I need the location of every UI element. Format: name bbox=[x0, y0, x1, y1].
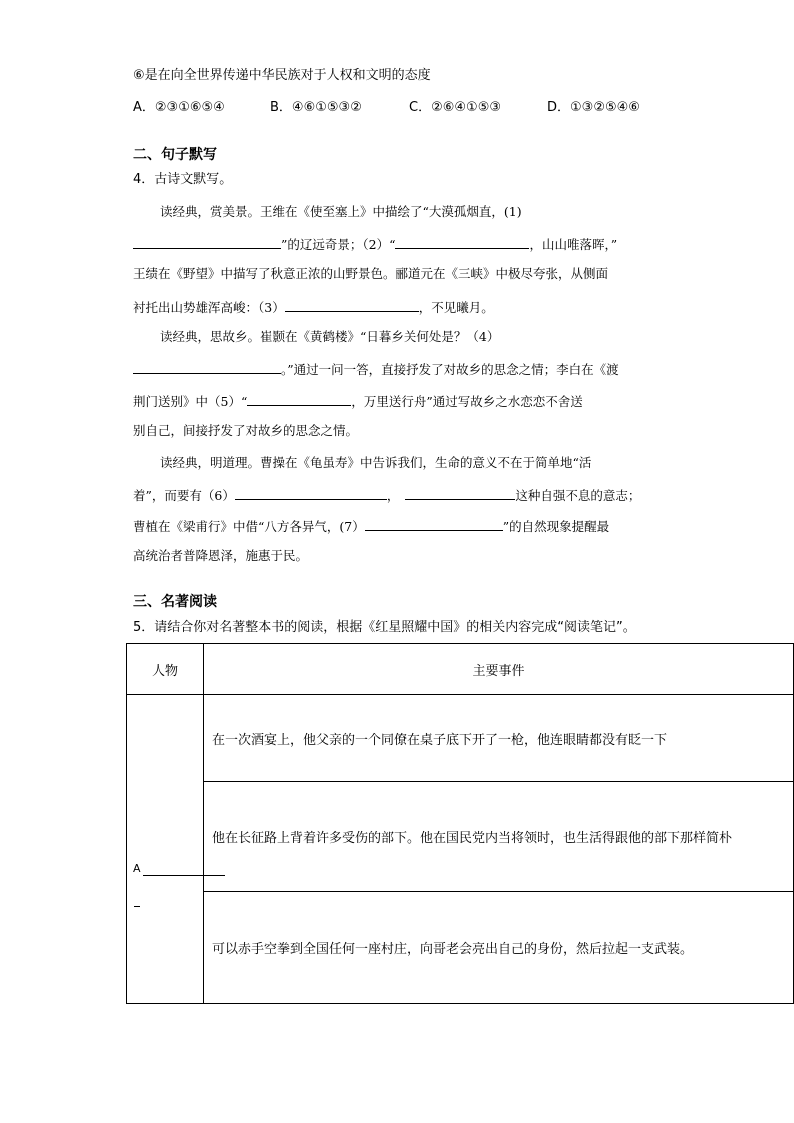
event-cell: 可以赤手空拳到全国任何一座村庄，向哥老会亮出自己的身份，然后拉起一支武装。 bbox=[204, 891, 794, 1003]
answer-blank-2[interactable] bbox=[395, 234, 529, 249]
paragraph-line: 王绩在《野望》中描写了秋意正浓的山野景色。郦道元在《三峡》中极尽夸张，从侧面 bbox=[133, 266, 609, 281]
paragraph-line: 读经典，赏美景。王维在《使至塞上》中描绘了“大漠孤烟直，(1) bbox=[160, 204, 522, 219]
answer-blank-5[interactable] bbox=[247, 391, 351, 406]
person-cell bbox=[127, 695, 204, 1004]
table-header-row bbox=[127, 644, 794, 695]
text-span: ，万里送行舟”通过写故乡之水恋恋不舍送 bbox=[351, 394, 583, 409]
text-span: 衬托出山势雄浑高峻：（3） bbox=[133, 300, 285, 315]
answer-blank-3[interactable] bbox=[285, 297, 419, 312]
text-span: 曹植在《梁甫行》中借“八方各异气，(7） bbox=[133, 519, 365, 534]
paragraph-line bbox=[133, 485, 640, 505]
answer-blank-6a[interactable] bbox=[235, 485, 387, 500]
q3-option-b bbox=[270, 99, 362, 117]
person-label: A bbox=[133, 862, 141, 875]
answer-blank-1[interactable] bbox=[133, 234, 281, 249]
section-title: 三、名著阅读 bbox=[133, 594, 217, 610]
table-row bbox=[127, 695, 794, 782]
paragraph-line: 别自己，间接抒发了对故乡的思念之情。 bbox=[133, 423, 359, 438]
q3-option-d bbox=[547, 99, 640, 117]
person-answer-blank[interactable] bbox=[143, 875, 225, 876]
text-span: ， bbox=[386, 488, 400, 503]
question-title: 5．请结合你对名著整本书的阅读，根据《红星照耀中国》的相关内容完成“阅读笔记”。 bbox=[133, 620, 636, 635]
reading-notes-table bbox=[126, 643, 794, 1004]
answer-blank-6b[interactable] bbox=[405, 485, 515, 500]
paragraph-line bbox=[133, 234, 617, 254]
paragraph-line: 高统治者普降恩泽，施惠于民。 bbox=[133, 548, 309, 563]
event-cell: 在一次酒宴上，他父亲的一个同僚在桌子底下开了一枪，他连眼睛都没有眨一下 bbox=[204, 695, 794, 782]
text-span: 。”通过一问一答，直接抒发了对故乡的思念之情；李白在《渡 bbox=[281, 362, 619, 377]
option-value: ①③②⑤④⑥ bbox=[570, 100, 640, 115]
question-title: 4．古诗文默写。 bbox=[133, 172, 233, 187]
option-value: ②③①⑥⑤④ bbox=[154, 100, 225, 115]
q3-option-a bbox=[133, 99, 225, 117]
option-letter: C． bbox=[409, 100, 432, 115]
text-span: ”的自然现象提醒最 bbox=[502, 519, 610, 534]
person-answer-blank-tail bbox=[134, 906, 140, 907]
paragraph-line: 读经典，思故乡。崔颢在《黄鹤楼》“日暮乡关何处是？（4） bbox=[160, 329, 500, 344]
text-span: ，山山唯落晖，” bbox=[529, 237, 618, 252]
paragraph-line bbox=[133, 391, 583, 411]
answer-blank-7[interactable] bbox=[365, 516, 503, 531]
option-letter: B． bbox=[270, 100, 292, 115]
table-row bbox=[127, 891, 794, 1003]
option-value: ②⑥④①⑤③ bbox=[431, 100, 502, 115]
text-span: 荆门送别》中（5）“ bbox=[133, 394, 248, 409]
option-value: ④⑥①⑤③② bbox=[291, 100, 362, 115]
event-cell: 他在长征路上背着许多受伤的部下。他在国民党内当将领时，也生活得跟他的部下那样简朴 bbox=[204, 782, 794, 891]
q3-item-6: ⑥是在向全世界传递中华民族对于人权和文明的态度 bbox=[133, 68, 431, 83]
q3-option-c bbox=[409, 99, 501, 117]
option-letter: A． bbox=[133, 100, 155, 115]
paragraph-line bbox=[133, 297, 494, 317]
header-events: 主要事件 bbox=[204, 644, 794, 695]
text-span: ”的辽远奇景；（2）“ bbox=[281, 237, 396, 252]
section-title: 二、句子默写 bbox=[133, 147, 217, 163]
option-letter: D． bbox=[547, 100, 571, 115]
answer-blank-4[interactable] bbox=[133, 359, 281, 374]
text-span: 着”，而要有（6） bbox=[133, 488, 235, 503]
text-span: ，不见曦月。 bbox=[418, 300, 494, 315]
text-span: 这种自强不息的意志； bbox=[515, 488, 641, 503]
paragraph-line: 读经典，明道理。曹操在《龟虽寿》中告诉我们，生命的意义不在于简单地“活 bbox=[160, 455, 592, 470]
paragraph-line bbox=[133, 516, 609, 536]
paragraph-line bbox=[133, 359, 619, 379]
header-person: 人物 bbox=[127, 644, 204, 695]
table-row bbox=[127, 782, 794, 891]
